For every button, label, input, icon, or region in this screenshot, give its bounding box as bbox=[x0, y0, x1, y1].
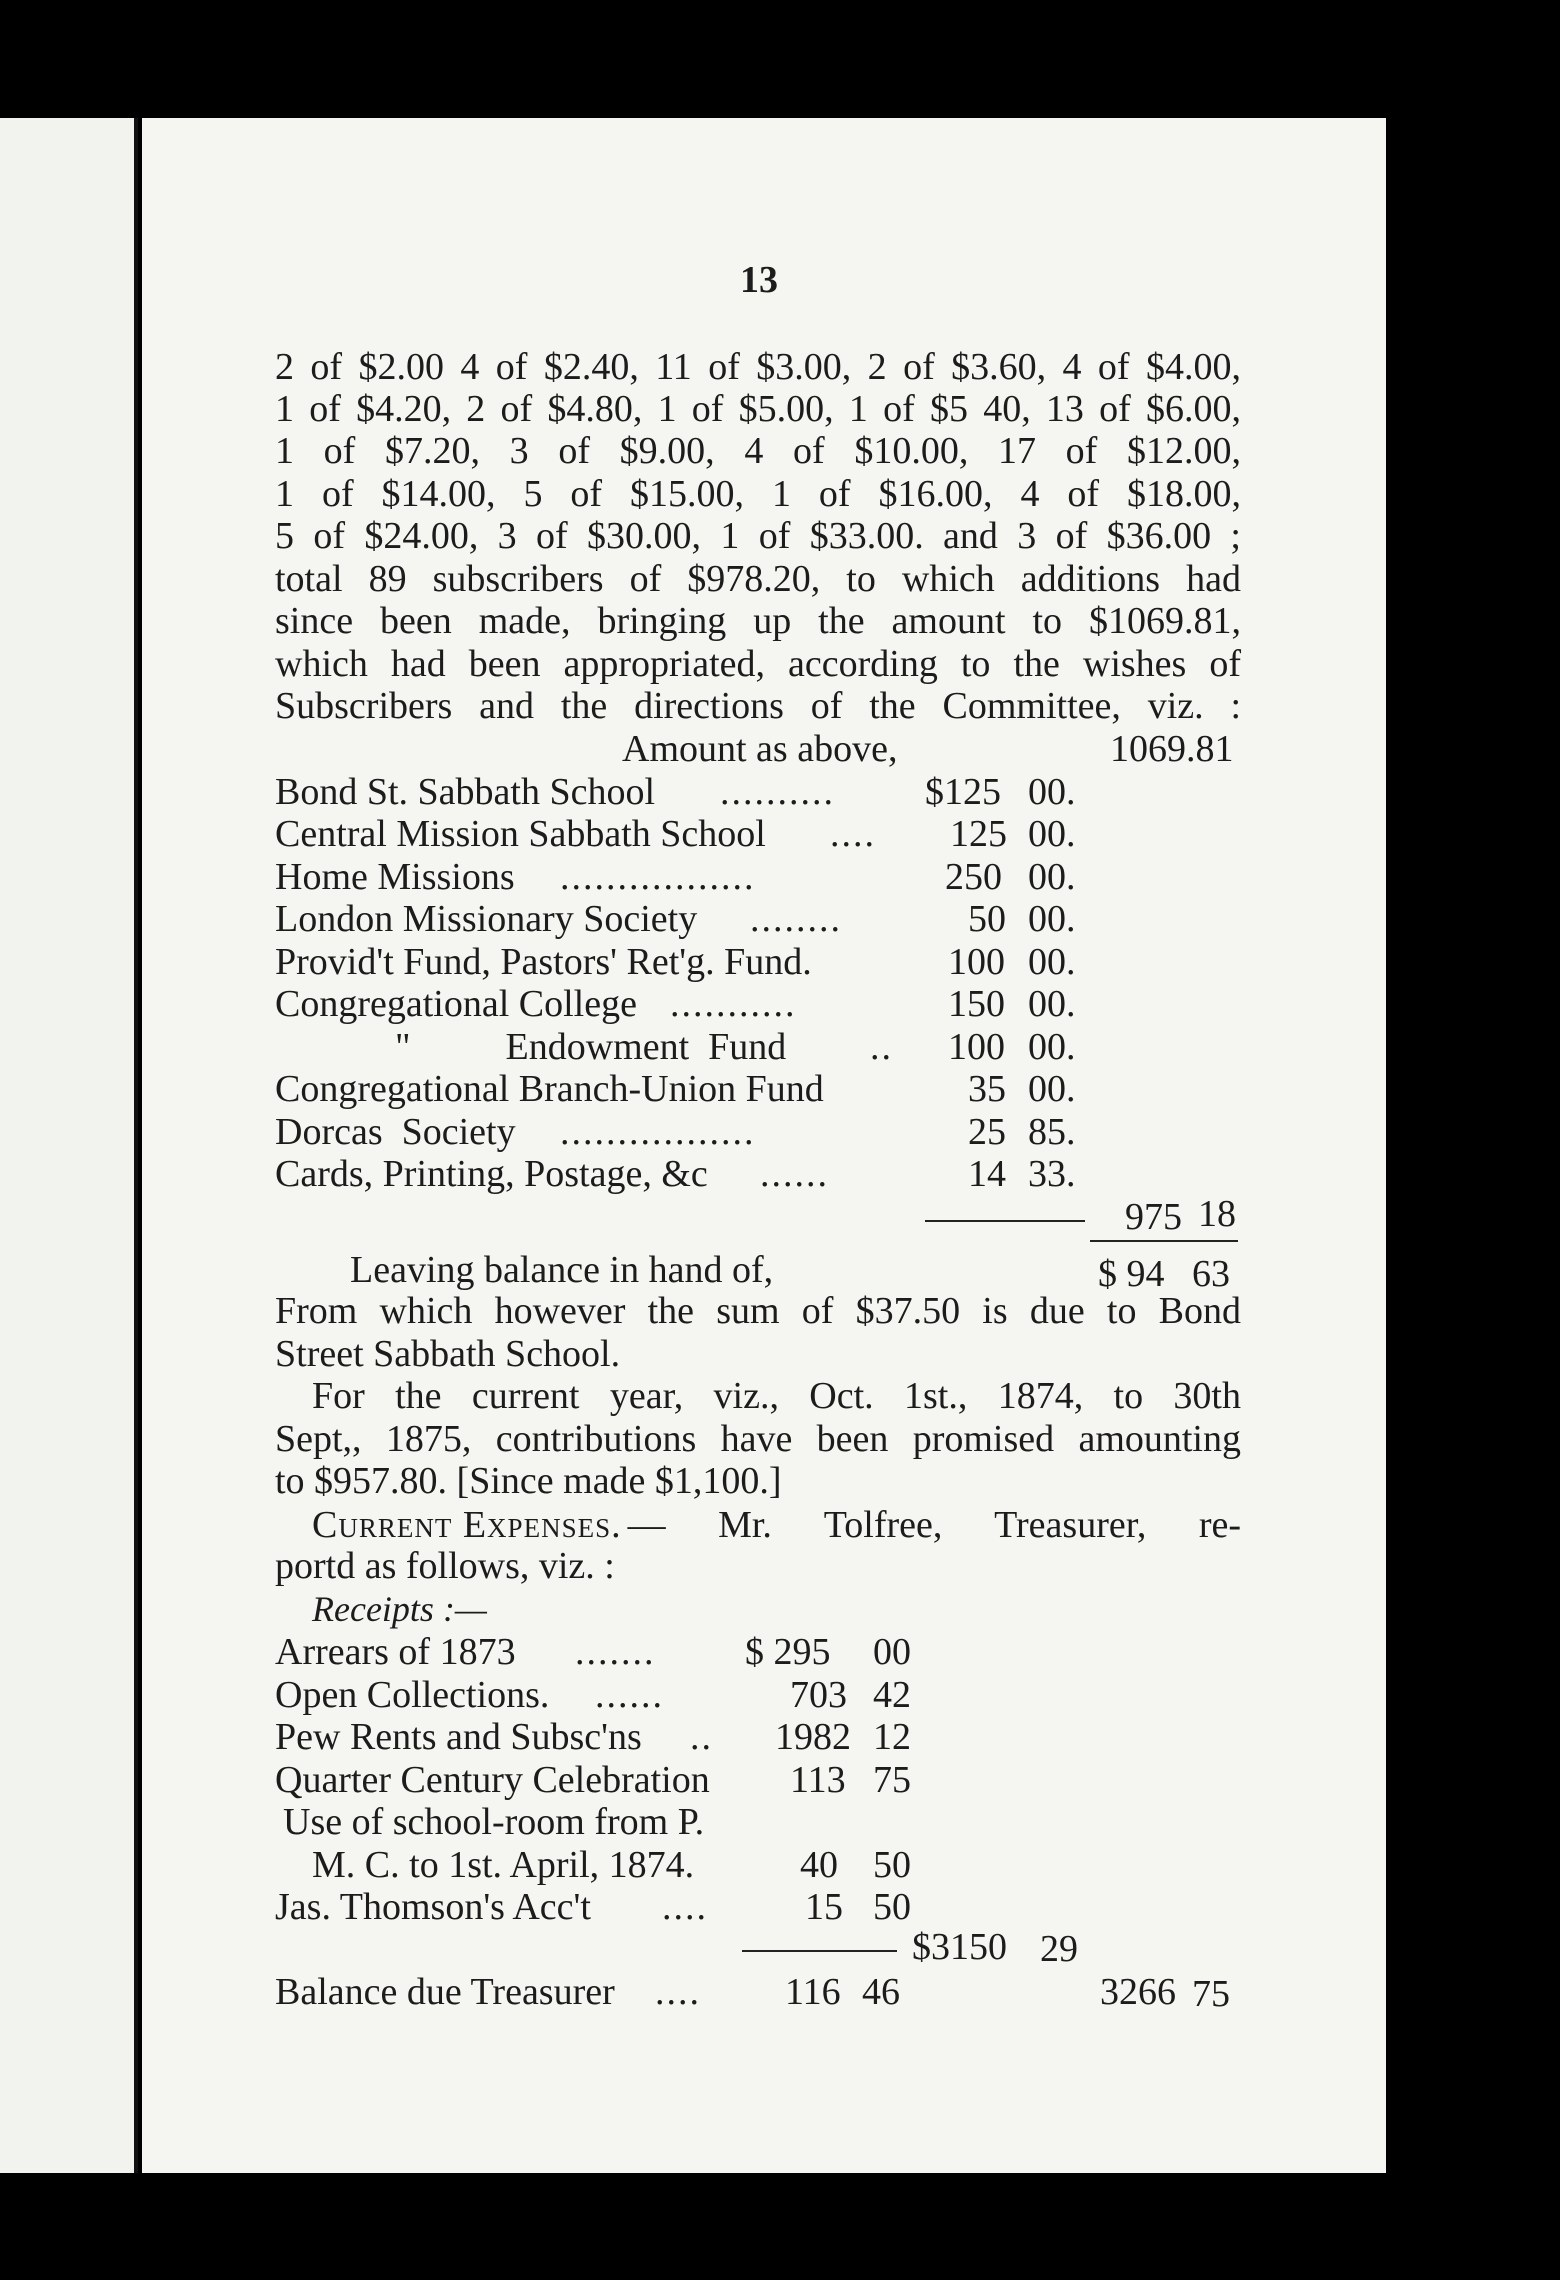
receipts-total-cents: 29 bbox=[1040, 1928, 1078, 1970]
row-label: Open Collections. bbox=[275, 1674, 550, 1716]
leader-dots: .... bbox=[655, 1971, 701, 2013]
row-cents: 50 bbox=[873, 1844, 911, 1886]
text-line: since been made, bringing up the amount to $1069.81, bbox=[275, 600, 1241, 642]
balance-dollars: $ 94 bbox=[1098, 1253, 1165, 1295]
row-cents: 85. bbox=[1028, 1111, 1076, 1153]
text-line: 1 of $14.00, 5 of $15.00, 1 of $16.00, 4 of $18.00, bbox=[275, 473, 1241, 515]
row-dollars: 703 bbox=[790, 1674, 847, 1716]
row-cents: 00. bbox=[1028, 983, 1076, 1025]
row-dollars: 40 bbox=[800, 1844, 838, 1886]
appropriations-total-dollars: 975 bbox=[1125, 1196, 1182, 1238]
text-line: which had been appropriated, according to the wishes of bbox=[275, 643, 1241, 685]
grand-total-cents: 75 bbox=[1192, 1973, 1230, 2015]
text-line: Subscribers and the directions of the Committee, viz. : bbox=[275, 685, 1241, 727]
row-dollars: 150 bbox=[948, 983, 1005, 1025]
text-line: 1 of $4.20, 2 of $4.80, 1 of $5.00, 1 of $5 40, 13 of $6.00, bbox=[275, 388, 1241, 430]
total-underline bbox=[1090, 1240, 1238, 1242]
amount-above-label: Amount as above, bbox=[622, 728, 898, 770]
row-cents: 00. bbox=[1028, 813, 1076, 855]
row-label: Pew Rents and Subsc'ns bbox=[275, 1716, 642, 1758]
row-dollars: 125 bbox=[950, 813, 1007, 855]
leader-dots: ...... bbox=[760, 1153, 829, 1195]
row-label: Dorcas Society bbox=[275, 1111, 516, 1153]
row-dollars: 100 bbox=[948, 1026, 1005, 1068]
text-line: 5 of $24.00, 3 of $30.00, 1 of $33.00. and 3 of $36.00 ; bbox=[275, 515, 1241, 557]
row-label: Home Missions bbox=[275, 856, 515, 898]
appropriations-total-cents: 18 bbox=[1198, 1193, 1236, 1235]
row-dollars: 25 bbox=[968, 1111, 1006, 1153]
text-line: total 89 subscribers of $978.20, to which additions had bbox=[275, 558, 1241, 600]
row-dollars: 250 bbox=[945, 856, 1002, 898]
treasurer-balance-label: Balance due Treasurer bbox=[275, 1971, 615, 2013]
text-line: 2 of $2.00 4 of $2.40, 11 of $3.00, 2 of $3.60, 4 of $4.00, bbox=[275, 346, 1241, 388]
leader-dots: .. bbox=[870, 1026, 893, 1068]
leader-dots: ................. bbox=[560, 1111, 756, 1153]
row-dollars: 15 bbox=[805, 1886, 843, 1928]
receipts-total-dollars: $3150 bbox=[912, 1926, 1007, 1968]
row-label: London Missionary Society bbox=[275, 898, 698, 940]
expenses-heading: Current Expenses. bbox=[312, 1504, 622, 1546]
leader-dots: .. bbox=[690, 1716, 713, 1758]
expenses-heading-line bbox=[312, 1503, 1241, 1547]
amount-above-value: 1069.81 bbox=[1110, 728, 1234, 770]
leader-dots: ........... bbox=[670, 983, 797, 1025]
row-label: Central Mission Sabbath School bbox=[275, 813, 766, 855]
leader-dots: .......... bbox=[720, 771, 835, 813]
row-label: Arrears of 1873 bbox=[275, 1631, 516, 1673]
page-number: 13 bbox=[740, 259, 778, 301]
row-cents: 00. bbox=[1028, 1068, 1076, 1110]
receipts-subtotal-dash bbox=[742, 1950, 897, 1952]
row-cents: 00 bbox=[873, 1631, 911, 1673]
row-label: Provid't Fund, Pastors' Ret'g. Fund. bbox=[275, 941, 812, 983]
leader-dots: ........ bbox=[750, 898, 842, 940]
row-label: Cards, Printing, Postage, &c bbox=[275, 1153, 708, 1195]
leader-dots: ....... bbox=[575, 1631, 656, 1673]
row-cents: 00. bbox=[1028, 898, 1076, 940]
row-cents: 00. bbox=[1028, 771, 1076, 813]
row-dollars: 14 bbox=[968, 1153, 1006, 1195]
row-label: Quarter Century Celebration bbox=[275, 1759, 710, 1801]
row-dollars: 1982 bbox=[775, 1716, 851, 1758]
grand-total-dollars: 3266 bbox=[1100, 1971, 1176, 2013]
row-cents: 12 bbox=[873, 1716, 911, 1758]
row-cents: 00. bbox=[1028, 1026, 1076, 1068]
row-label: Bond St. Sabbath School bbox=[275, 771, 656, 813]
row-label: Use of school-room from P. bbox=[283, 1801, 705, 1843]
text-line: 1 of $7.20, 3 of $9.00, 4 of $10.00, 17 of $12.00, bbox=[275, 430, 1241, 472]
leader-dots: .... bbox=[830, 813, 876, 855]
text-line: portd as follows, viz. : bbox=[275, 1545, 615, 1587]
leader-dots: ................. bbox=[560, 856, 756, 898]
row-label: Jas. Thomson's Acc't bbox=[275, 1886, 591, 1928]
row-dollars: 113 bbox=[790, 1759, 846, 1801]
text-line: to $957.80. [Since made $1,100.] bbox=[275, 1460, 782, 1502]
row-label: Congregational Branch-Union Fund bbox=[275, 1068, 824, 1110]
row-cents: 00. bbox=[1028, 941, 1076, 983]
row-cents: 50 bbox=[873, 1886, 911, 1928]
text-line: Street Sabbath School. bbox=[275, 1333, 621, 1375]
row-label: " Endowment Fund bbox=[395, 1026, 787, 1068]
balance-label: Leaving balance in hand of, bbox=[350, 1249, 774, 1291]
treasurer-balance-dollars: 116 bbox=[785, 1971, 841, 2013]
expenses-heading-rest: — Mr. Tolfree, Treasurer, re- bbox=[627, 1504, 1241, 1546]
row-cents: 42 bbox=[873, 1674, 911, 1716]
row-dollars: 50 bbox=[968, 898, 1006, 940]
subtotal-dash bbox=[925, 1220, 1085, 1222]
text-line: For the current year, viz., Oct. 1st., 1874, to 30th bbox=[312, 1375, 1241, 1417]
row-label: M. C. to 1st. April, 1874. bbox=[312, 1844, 695, 1886]
facing-page-margin bbox=[0, 118, 136, 2173]
leader-dots: .... bbox=[662, 1886, 708, 1928]
row-dollars: $ 295 bbox=[745, 1631, 831, 1673]
row-cents: 33. bbox=[1028, 1153, 1076, 1195]
row-dollars: $125 bbox=[925, 771, 1001, 813]
text-line: Sept,, 1875, contributions have been promised amounting bbox=[275, 1418, 1241, 1460]
row-dollars: 35 bbox=[968, 1068, 1006, 1110]
leader-dots: ...... bbox=[595, 1674, 664, 1716]
receipts-label: Receipts :— bbox=[312, 1589, 487, 1629]
binding-gutter bbox=[134, 118, 138, 2173]
row-cents: 75 bbox=[873, 1759, 911, 1801]
row-label: Congregational College bbox=[275, 983, 637, 1025]
row-dollars: 100 bbox=[948, 941, 1005, 983]
balance-cents: 63 bbox=[1192, 1253, 1230, 1295]
row-cents: 00. bbox=[1028, 856, 1076, 898]
text-line: From which however the sum of $37.50 is due to Bond bbox=[275, 1290, 1241, 1332]
treasurer-balance-cents: 46 bbox=[862, 1971, 900, 2013]
